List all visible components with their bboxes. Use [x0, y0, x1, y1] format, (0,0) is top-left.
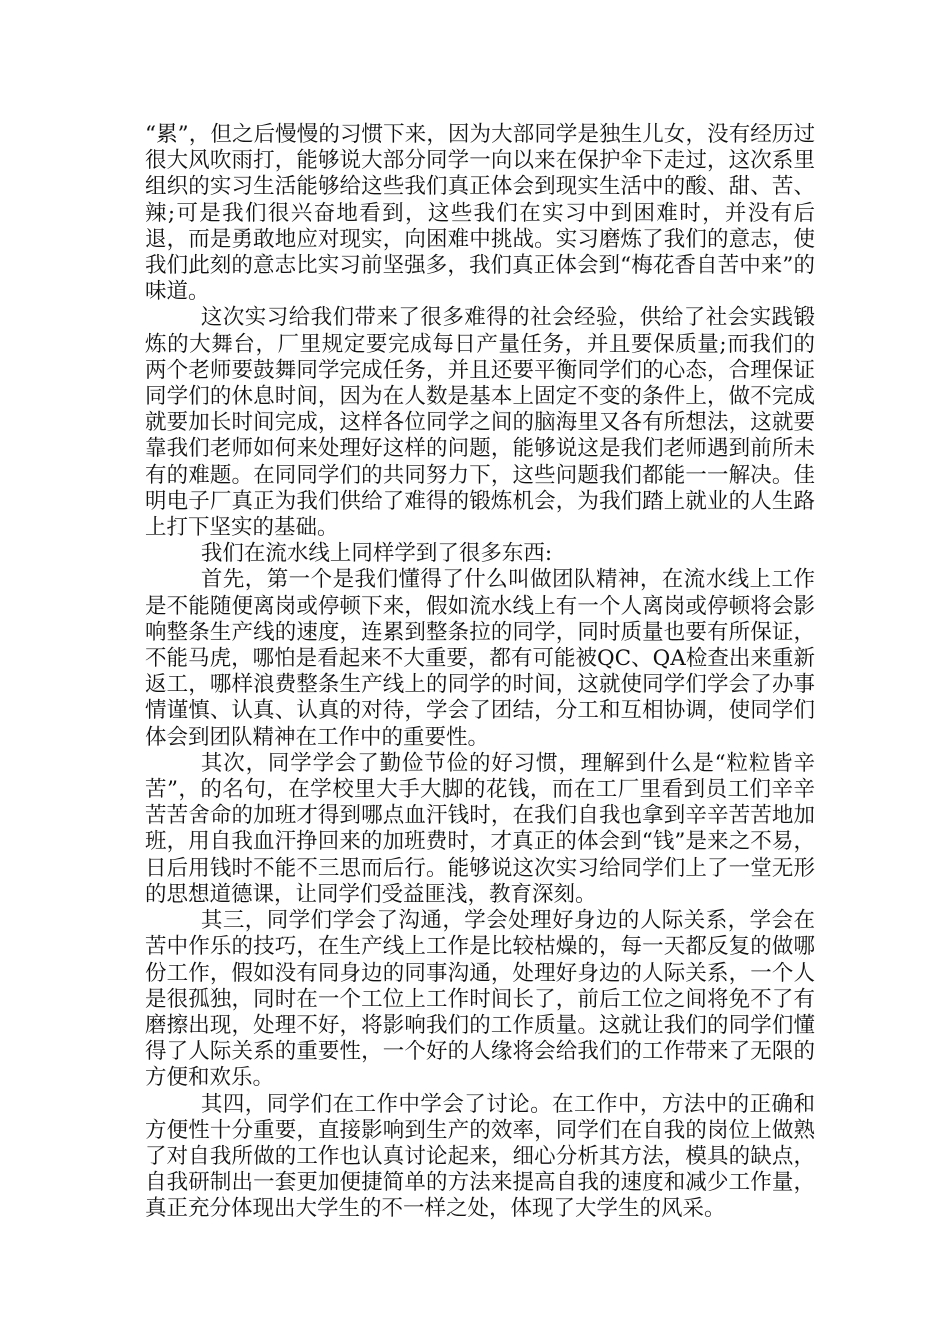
paragraph-1: “累”，但之后慢慢的习惯下来，因为大部同学是独生儿女，没有经历过很大风吹雨打，能够说大部分同学一向以来在保护伞下走过，这次系里组织的实习生活能够给这些我们真正体会到现实生活中的酸、甜、苦、辣;可是我们很兴奋地看到，这些我们在实习中到困难时，并没有后退，而是勇敢地应对现实，向困难中挑战。实习磨炼了我们的意志，使我们此刻的意志比实习前坚强多，我们真正体会到“梅花香自苦中来”的味道。 [145, 122, 815, 305]
document-page [145, 122, 815, 1223]
paragraph-7: 其四，同学们在工作中学会了讨论。在工作中，方法中的正确和方便性十分重要，直接影响到生产的效率，同学们在自我的岗位上做熟了对自我所做的工作也认真讨论起来，细心分析其方法，模具的缺点，自我研制出一套更加便捷简单的方法来提高自我的速度和减少工作量，真正充分体现出大学生的不一样之处，体现了大学生的风采。 [145, 1091, 815, 1222]
paragraph-4: 首先，第一个是我们懂得了什么叫做团队精神，在流水线上工作是不能随便离岗或停顿下来，假如流水线上有一个人离岗或停顿将会影响整条生产线的速度，连累到整条拉的同学，同时质量也要有所保证，不能马虎，哪怕是看起来不大重要，都有可能被QC、QA检查出来重新返工，哪样浪费整条生产线上的同学的时间，这就使同学们学会了办事情谨慎、认真、认真的对待，学会了团结，分工和互相协调，使同学们体会到团队精神在工作中的重要性。 [145, 567, 815, 750]
paragraph-5: 其次，同学学会了勤俭节俭的好习惯，理解到什么是“粒粒皆辛苦”，的名句，在学校里大手大脚的花钱，而在工厂里看到员工们辛辛苦苦舍命的加班才得到哪点血汗钱时，在我们自我也拿到辛辛苦苦地加班，用自我血汗挣回来的加班费时，才真正的体会到“钱”是来之不易，日后用钱时不能不三思而后行。能够说这次实习给同学们上了一堂无形的思想道德课，让同学们受益匪浅，教育深刻。 [145, 750, 815, 907]
paragraph-3: 我们在流水线上同样学到了很多东西: [200, 541, 553, 567]
paragraph-2: 这次实习给我们带来了很多难得的社会经验，供给了社会实践锻炼的大舞台，厂里规定要完成每日产量任务，并且要保质量;而我们的两个老师要鼓舞同学完成任务，并且还要平衡同学们的心态，合理保证同学们的休息时间，因为在人数是基本上固定不变的条件上，做不完成就要加长时间完成，这样各位同学之间的脑海里又各有所想法，这就要靠我们老师如何来处理好这样的问题，能够说这是我们老师遇到前所未有的难题。在同同学们的共同努力下，这些问题我们都能一一解决。佳明电子厂真正为我们供给了难得的锻炼机会，为我们踏上就业的人生路上打下坚实的基础。 [145, 305, 815, 541]
paragraph-6: 其三，同学们学会了沟通，学会处理好身边的人际关系，学会在苦中作乐的技巧，在生产线上工作是比较枯燥的，每一天都反复的做哪份工作，假如没有同身边的同事沟通，处理好身边的人际关系，一个人是很孤独，同时在一个工位上工作时间长了，前后工位之间将免不了有磨擦出现，处理不好，将影响我们的工作质量。这就让我们的同学们懂得了人际关系的重要性，一个好的人缘将会给我们的工作带来了无限的方便和欢乐。 [145, 908, 815, 1091]
